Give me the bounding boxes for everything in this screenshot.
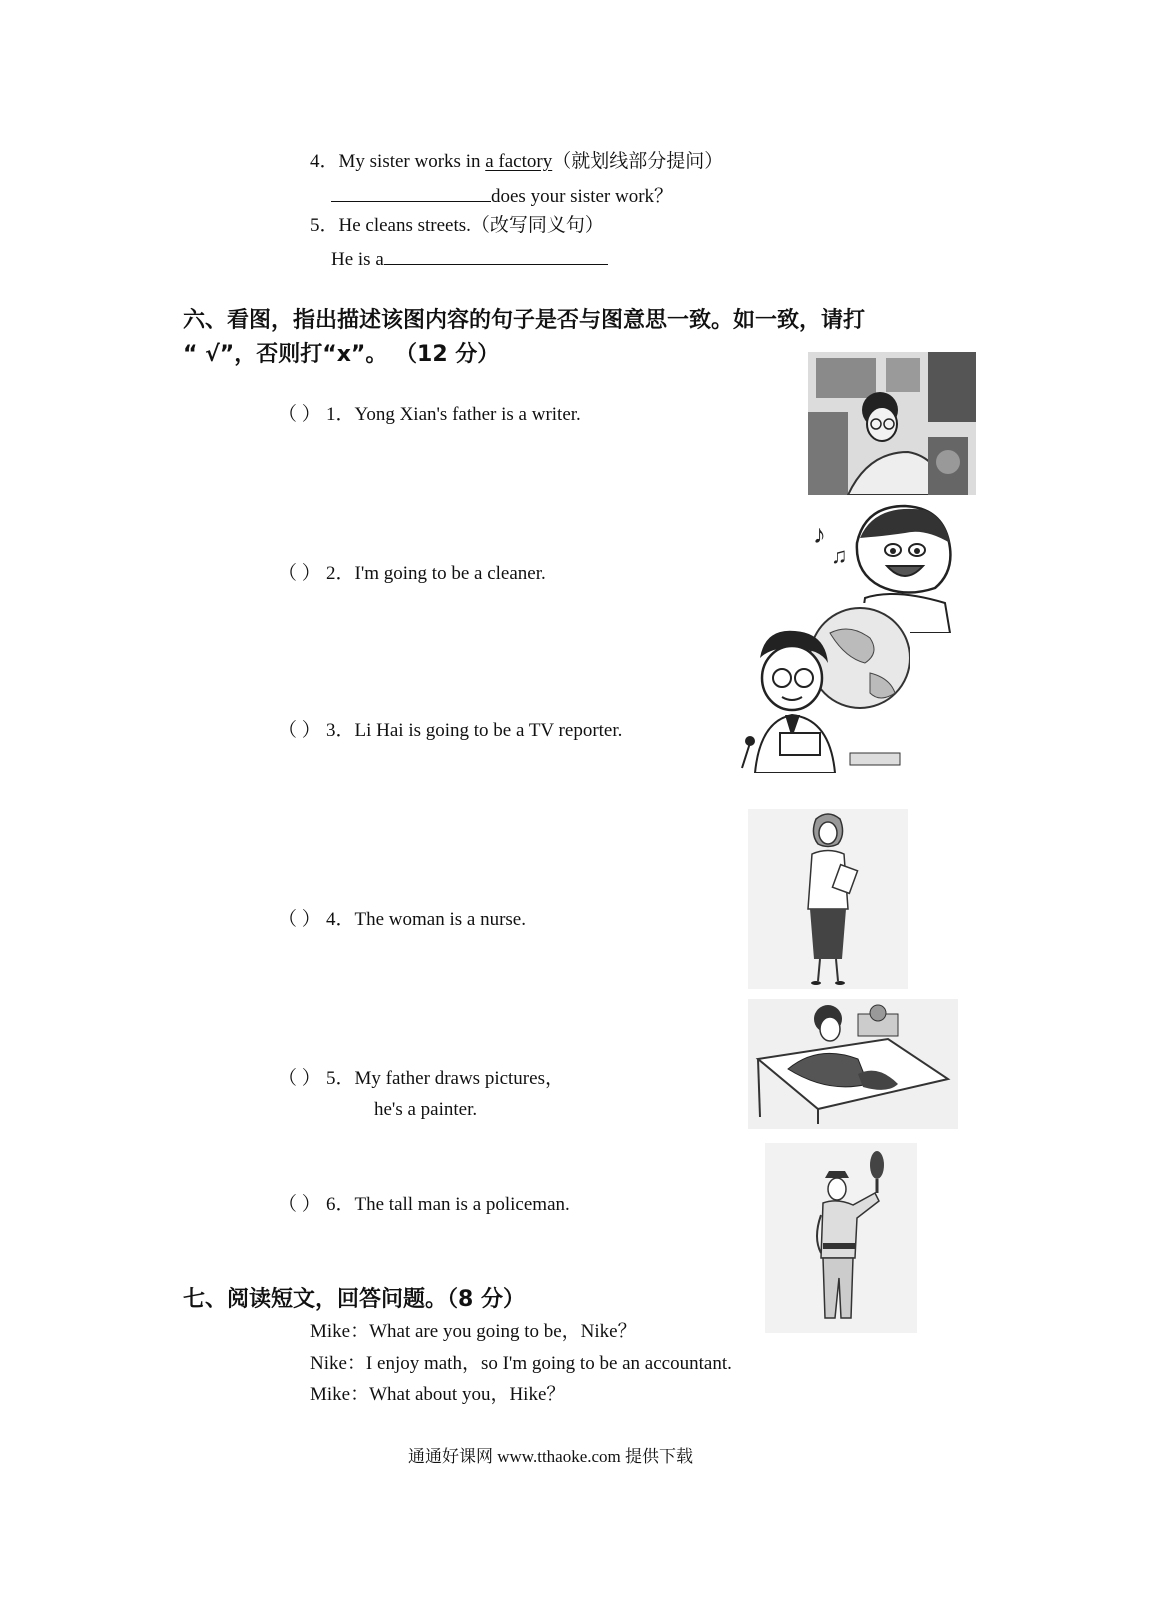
- item-4-instruction: （就划线部分提问）: [552, 151, 724, 172]
- judge-item-3: [278, 719, 622, 743]
- item-4-answer-suffix: does your sister work？: [491, 186, 674, 207]
- rewrite-item-5-answer: [331, 246, 608, 272]
- svg-text:♪: ♪: [813, 520, 826, 549]
- answer-paren[interactable]: （ ）: [278, 1068, 321, 1089]
- writer-picture: [808, 352, 976, 495]
- tv-reporter-picture: [730, 603, 910, 773]
- item-4-underlined: a factory: [485, 151, 553, 172]
- judge-item-1: [278, 403, 581, 427]
- judge-item-text: 4．The woman is a nurse.: [326, 909, 526, 930]
- answer-blank[interactable]: [331, 183, 491, 202]
- item-5-instruction: （改写同义句）: [470, 215, 604, 236]
- judge-item-2: [278, 562, 546, 586]
- answer-paren[interactable]: （ ）: [278, 720, 321, 741]
- dialogue-line-2: Nike：I enjoy math，so I'm going to be an accountant.: [310, 1353, 732, 1374]
- item-4-prefix: 4．My sister works in: [310, 151, 486, 172]
- svg-text:♫: ♫: [831, 543, 848, 568]
- section-7-title: 七、阅读短文，回答问题。（8 分）: [183, 1287, 525, 1312]
- section-6-title-line1: 六、看图，指出描述该图内容的句子是否与图意思一致。如一致，请打: [183, 308, 866, 333]
- section-6-title-line2: “ √”，否则打“x”。 （12 分）: [183, 342, 500, 367]
- answer-paren[interactable]: （ ）: [278, 563, 321, 584]
- judge-item-text: 3．Li Hai is going to be a TV reporter.: [326, 720, 623, 741]
- dialogue-line-3: Mike：What about you，Hike？: [310, 1384, 566, 1405]
- judge-item-text: 6．The tall man is a policeman.: [326, 1194, 570, 1215]
- judge-item-text: 1．Yong Xian's father is a writer.: [326, 404, 581, 425]
- woman-with-clipboard-picture: [748, 809, 908, 989]
- item-5-prefix: 5．He cleans streets.: [310, 215, 471, 236]
- judge-item-6: [278, 1193, 570, 1217]
- judge-item-5-line2: he's a painter.: [374, 1099, 478, 1120]
- policeman-picture: [765, 1143, 917, 1333]
- answer-paren[interactable]: （ ）: [278, 404, 321, 425]
- dialogue-line-1: Mike：What are you going to be，Nike？: [310, 1321, 637, 1342]
- judge-item-5: [278, 1067, 564, 1091]
- rewrite-item-4-answer: [331, 183, 673, 209]
- answer-blank[interactable]: [384, 246, 608, 265]
- rewrite-item-5: [310, 214, 604, 238]
- judge-item-4: [278, 908, 526, 932]
- judge-item-text: 2．I'm going to be a cleaner.: [326, 563, 546, 584]
- rewrite-item-4: [310, 150, 723, 174]
- judge-item-text: 5．My father draws pictures，: [326, 1068, 564, 1089]
- item-5-answer-prefix: He is a: [331, 249, 384, 270]
- page-footer: 通通好课网 www.tthaoke.com 提供下载: [408, 1447, 694, 1466]
- answer-paren[interactable]: （ ）: [278, 909, 321, 930]
- answer-paren[interactable]: （ ）: [278, 1194, 321, 1215]
- painter-picture: [748, 999, 958, 1129]
